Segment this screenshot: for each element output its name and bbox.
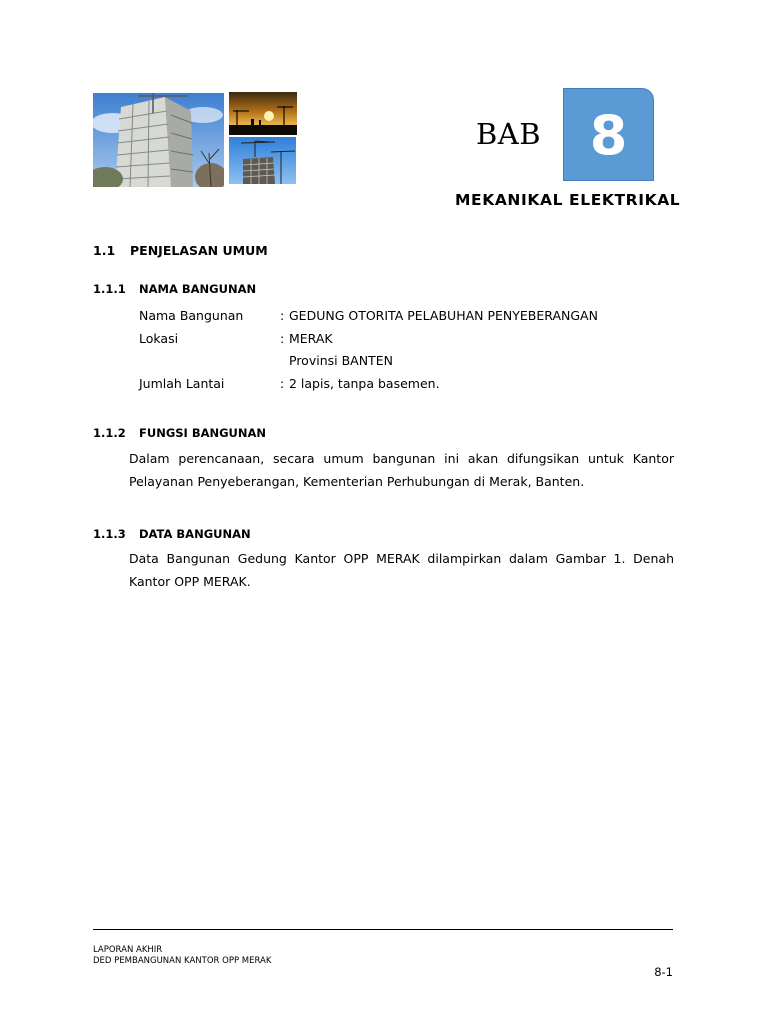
footer-project-title: DED PEMBANGUNAN KANTOR OPP MERAK <box>93 956 272 966</box>
section-heading-1-1-3 <box>93 526 251 542</box>
info-value: 2 lapis, tanpa basemen. <box>289 375 440 391</box>
section-title: FUNGSI BANGUNAN <box>139 426 267 440</box>
chapter-label: BAB <box>476 117 542 151</box>
info-separator: : <box>280 330 285 346</box>
info-separator: : <box>280 375 285 391</box>
section-heading-1-1 <box>93 243 268 259</box>
section-number: 1.1.2 <box>93 426 126 440</box>
info-value: GEDUNG OTORITA PELABUHAN PENYEBERANGAN <box>289 308 598 323</box>
section-heading-1-1-1 <box>93 281 256 297</box>
paragraph-building-function: Dalam perencanaan, secara umum bangunan ini akan difungsikan untuk Kantor Pelayanan Penyeberangan, Kementerian Perhubungan di Merak, Banten. <box>129 451 674 489</box>
section-title: DATA BANGUNAN <box>139 527 251 541</box>
page-number: 8-1 <box>654 965 673 979</box>
info-label: Lokasi <box>139 330 179 346</box>
info-label: Nama Bangunan <box>139 308 244 323</box>
info-label: Jumlah Lantai <box>139 375 225 391</box>
info-value: MERAK <box>289 330 333 346</box>
section-number: 1.1 <box>93 243 116 258</box>
construction-sunset-photo <box>229 92 297 135</box>
paragraph-building-data: Data Bangunan Gedung Kantor OPP MERAK dilampirkan dalam Gambar 1. Denah Kantor OPP MERAK. <box>129 551 674 589</box>
footer-report-title: LAPORAN AKHIR <box>93 945 163 955</box>
section-number: 1.1.3 <box>93 527 126 541</box>
section-title: PENJELASAN UMUM <box>130 243 268 258</box>
section-title: NAMA BANGUNAN <box>139 282 257 296</box>
building-photo <box>93 93 224 187</box>
section-heading-1-1-2 <box>93 425 266 441</box>
info-separator: : <box>280 308 285 323</box>
chapter-number-badge: 8 <box>563 88 654 181</box>
construction-crane-photo <box>229 137 296 184</box>
section-number: 1.1.1 <box>93 282 126 296</box>
footer-divider <box>93 929 673 930</box>
info-value: Provinsi BANTEN <box>289 353 393 368</box>
chapter-title: MEKANIKAL ELEKTRIKAL <box>455 191 681 209</box>
